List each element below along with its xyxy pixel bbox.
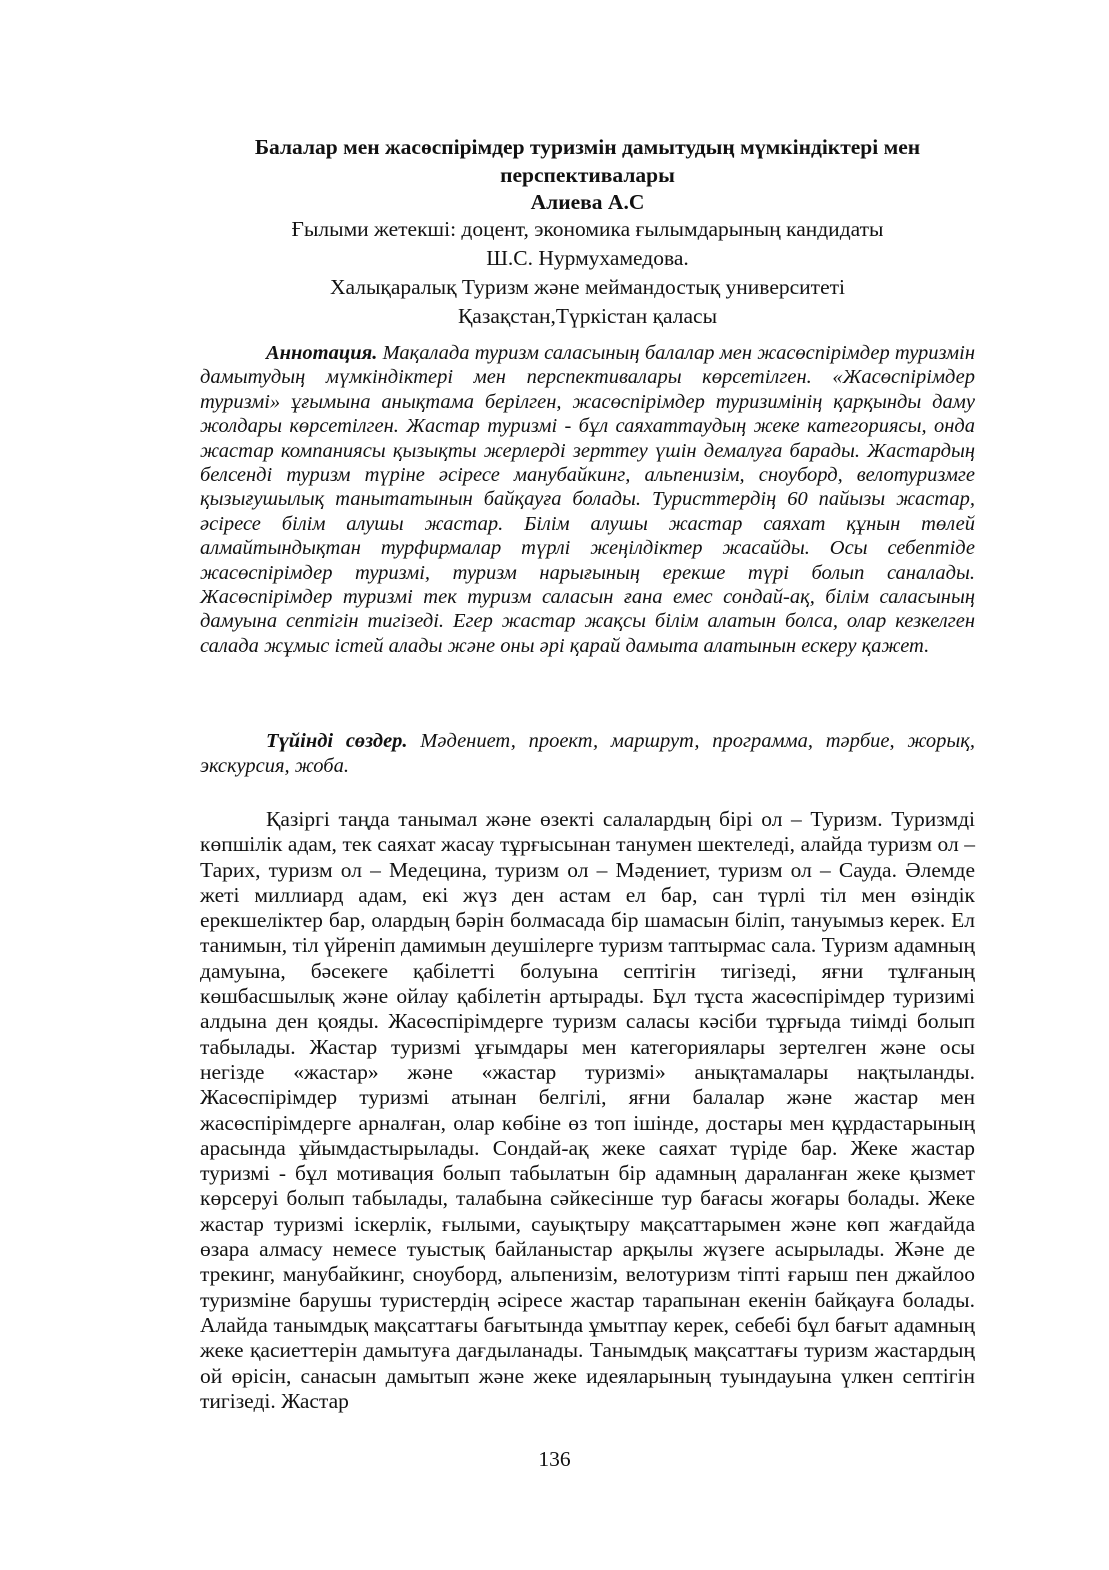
supervisor-title: Ғылыми жетекші: доцент, экономика ғылымдарының кандидаты [291, 217, 884, 241]
page-number: 136 [538, 1447, 571, 1471]
article-title-line-2: перспективалары [500, 163, 675, 187]
location: Қазақстан,Түркістан қаласы [457, 304, 718, 328]
abstract-text: Мақалада туризм саласының балалар мен жасөспірімдер туризмін дамытудың мүмкіндіктері мен перспективалары көрсетілген. «Жасөспірімдер туризмі» ұғымына анықтама берілген, жасөспірімдер туризимінің қарқынды даму жолдары көрсетілген. Жастар туризмі - бұл саяхаттаудың жеке категориясы, онда жастар компаниясы қызықты жерлерді зерттеу үшін демалуға барады. Жастардың белсенді туризм түріне әсіресе манубайкинг, альпенизім, сноуборд, велотуризмге қызығушылық танытатынын байқауға болады. Туристтердің 60 пайызы жастар, әсіресе білім алушы жастар. Білім алушы жастар саяхат құнын төлей алмайтындықтан турфирмалар түрлі жеңілдіктер жасайды. Осы себептіде жасөспірімдер туризмі, туризм нарығының ерекше түрі болып саналады. Жасөспірімдер туризмі тек туризм саласын ғана емес сондай-ақ, білім саласының дамуына септігін тигізеді. Егер жастар жақсы білім алатын болса, олар кезкелген салада жұмыс істей алады және оны әрі қарай дамыта алатынын ескеру қажет. [200, 342, 975, 657]
keywords-text: Мәдениет, проект, маршрут, программа, тәрбие, жорық, экскурсия, жоба. [200, 730, 976, 777]
abstract [200, 341, 975, 658]
body-paragraph [200, 807, 975, 1414]
abstract-label: Аннотация. [266, 342, 378, 364]
university-name: Халықаралық Туризм және меймандостық университеті [330, 275, 845, 299]
keywords-label: Түйінді сөздер. [266, 730, 408, 752]
keywords [200, 729, 975, 779]
body-paragraph-text: Қазіргі таңда танымал және өзекті салалардың бірі ол – Туризм. Туризмді көпшілік адам, тек саяхат жасау тұрғысынан танумен шектеледі, алайда туризм ол – Тарих, туризм ол – Медецина, туризм ол – Мәдениет, туризм ол – Сауда. Әлемде жеті миллиард адам, екі жүз ден астам ел бар, сан түрлі тіл мен өзіндік ерекшеліктер бар, олардың бәрін болмасада бір шамасын біліп, тануымыз керек. Ел танимын, тіл үйреніп дамимын деушілерге туризм таптырмас сала. Туризм адамның дамуына, бәсекеге қабілетті болуына септігін тигізеді, яғни тұлғаның көшбасшылық және ойлау қабілетін артырады. Бұл тұста жасөспірімдер туризимі алдына ден қояды. Жасөспірімдерге туризм саласы кәсіби тұрғыда тиімді болып табылады. Жастар туризмі ұғымдары мен категориялары зертелген және осы негізде «жастар» және «жастар туризмі» анықтамалары нақтыланды. Жасөспірімдер туризмі атынан белгілі, яғни балалар және жастар мен жасөспірімдерге арналған, олар көбіне өз топ ішінде, достары мен құрдастарының арасында ұйымдастырылады. Сондай-ақ жеке саяхат түріде бар. Жеке жастар туризмі - бұл мотивация болып табылатын бір адамның дараланған жеке қызмет көрсеруі болып табылады, талабына сәйкесінше тур бағасы жоғары болады. Жеке жастар туризмі іскерлік, ғылыми, сауықтыру мақсаттарымен және көп жағдайда өзара алмасу немесе туыстық байланыстар арқылы жүзеге асырылады. Және де трекинг, манубайкинг, сноуборд, альпенизім, велотуризм тіпті ғарыш пен джайлоо туризміне барушы туристердің әсіресе жастар тарапынан екенін байқауға болады. Алайда танымдық мақсаттағы бағытында ұмытпау керек, себебі бұл бағыт адамның жеке қасиеттерін дамытуға дағдыланады. Танымдық мақсаттағы туризм жастардың ой өрісін, санасын дамытып және жеке идеяларының туындауына үлкен септігін тигізеді. Жастар [200, 807, 975, 1413]
author-name: Алиева А.С [530, 190, 645, 214]
article-title-line-1: Балалар мен жасөспірімдер туризмін дамытудың мүмкіндіктері мен [254, 135, 921, 159]
supervisor-name: Ш.С. Нурмухамедова. [486, 246, 689, 270]
article-header [200, 133, 975, 331]
